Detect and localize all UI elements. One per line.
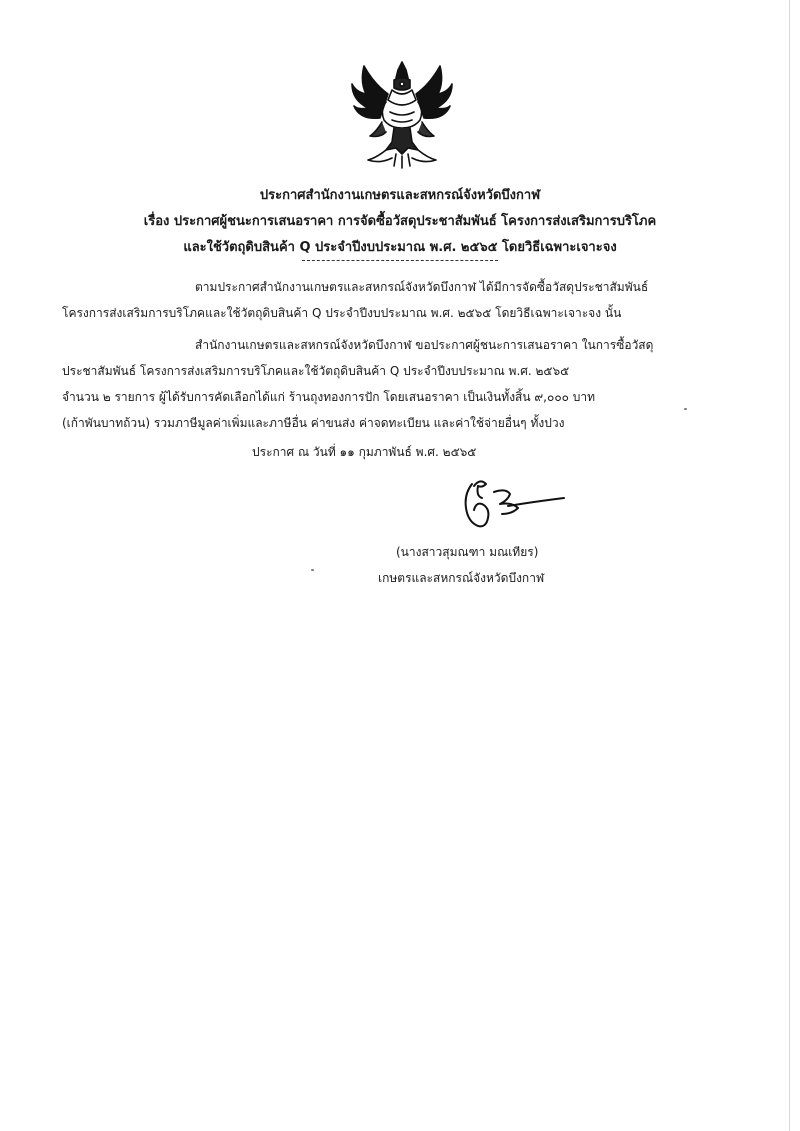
scan-speck	[311, 569, 314, 571]
paragraph-1-line-2: โครงการส่งเสริมการบริโภคและใช้วัตถุดิบสินค้า Q ประจำปีงบประมาณ พ.ศ. ๒๕๖๕ โดยวิธีเฉพาะเจาะจง นั้น	[62, 306, 622, 320]
title-line-3: และใช้วัตถุดิบสินค้า Q ประจำปีงบประมาณ พ.ศ. ๒๕๖๕ โดยวิธีเฉพาะเจาะจง	[183, 240, 617, 255]
signatory-name: (นางสาวสุมณฑา มณเทียร)	[396, 545, 539, 559]
paragraph-2-line-2: ประชาสัมพันธ์ โครงการส่งเสริมการบริโภคและใช้วัตถุดิบสินค้า Q ประจำปีงบประมาณ พ.ศ. ๒๕๖๕	[62, 364, 570, 378]
paragraph-2-line-4: (เก้าพันบาทถ้วน) รวมภาษีมูลค่าเพิ่มและภาษีอื่น ค่าขนส่ง ค่าจดทะเบียน และค่าใช้จ่ายอื่นๆ ทั้งปวง	[62, 416, 565, 430]
scan-edge	[789, 0, 790, 1131]
handwritten-signature-icon	[452, 474, 572, 534]
title-divider	[302, 260, 498, 261]
paragraph-2-line-1: สำนักงานเกษตรและสหกรณ์จังหวัดบึงกาฬ ขอประกาศผู้ชนะการเสนอราคา ในการซื้อวัสดุ	[195, 338, 654, 352]
paragraph-2	[62, 332, 702, 436]
title-line-2: เรื่อง ประกาศผู้ชนะการเสนอราคา การจัดซื้อวัสดุประชาสัมพันธ์ โครงการส่งเสริมการบริโภค	[143, 214, 657, 229]
garuda-emblem-icon	[346, 58, 458, 170]
scan-speck	[684, 408, 687, 410]
signatory-position: เกษตรและสหกรณ์จังหวัดบึงกาฬ	[378, 571, 545, 585]
paragraph-2-line-3: จำนวน ๒ รายการ ผู้ได้รับการคัดเลือกได้แก่ ร้านถุงทองการปัก โดยเสนอราคา เป็นเงินทั้งสิ้น ๙,๐๐๐ บาท	[62, 390, 596, 404]
announcement-title	[60, 183, 740, 261]
announcement-date: ประกาศ ณ วันที่ ๑๑ กุมภาพันธ์ พ.ศ. ๒๕๖๕	[252, 445, 477, 459]
paragraph-1	[62, 274, 702, 326]
title-line-1: ประกาศสำนักงานเกษตรและสหกรณ์จังหวัดบึงกาฬ	[259, 188, 541, 203]
paragraph-1-line-1: ตามประกาศสำนักงานเกษตรและสหกรณ์จังหวัดบึงกาฬ ได้มีการจัดซื้อวัสดุประชาสัมพันธ์	[195, 280, 649, 294]
